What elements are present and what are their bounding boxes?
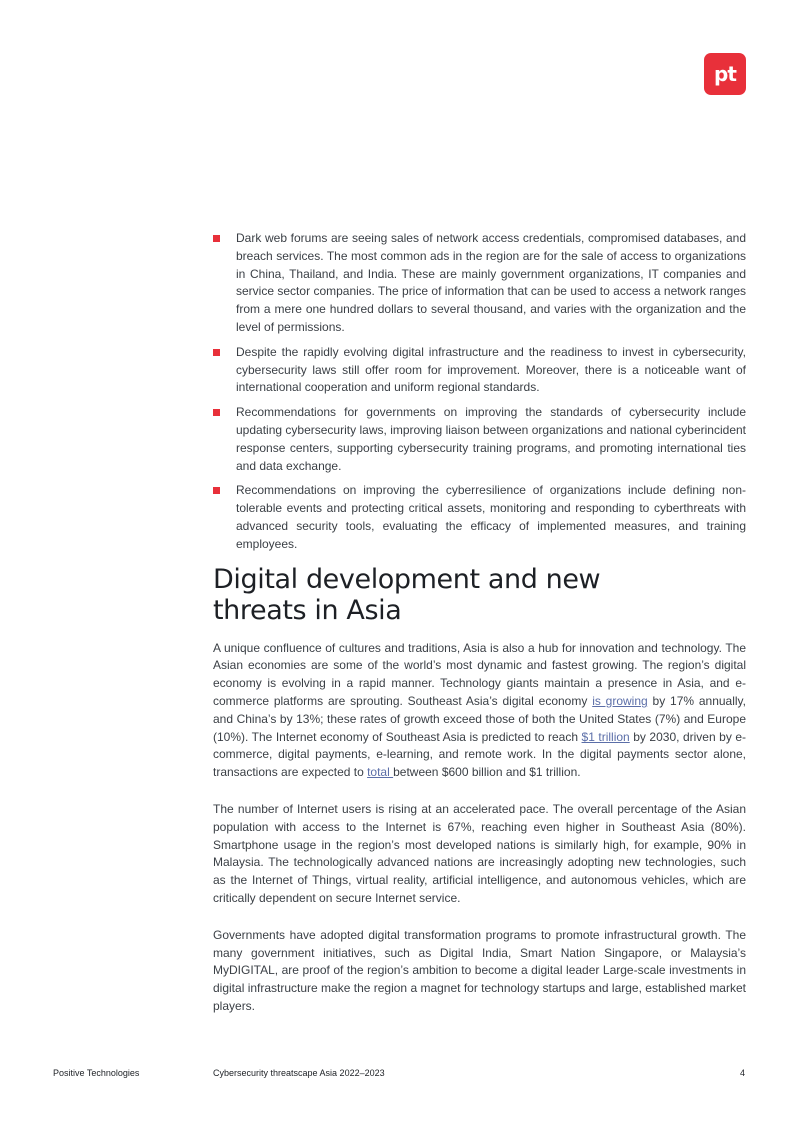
- paragraph-government-programs: Governments have adopted digital transformation programs to promote infrastructural growth. The many government initiatives, such as Digital India, Smart Nation Singapore, or Malaysia’s MyDIGITAL, are proof of the region’s ambition to become a digital leader Large-scale investments in digital infrastructure make the region a magnet for technology startups and large, established market players.: [213, 927, 746, 1013]
- paragraph-internet-users: The number of Internet users is rising at an accelerated pace. The overall percentage of the Asian population with access to the Internet is 67%, reaching even higher in Southeast Asia (80%). Smartphone usage in the region’s most developed nations is similarly high, for example, 90% in Malaysia. The technologically advanced nations are increasingly adopting new technologies, such as the Internet of Things, virtual reality, artificial intelligence, and autonomous vehicles, which are critically dependent on secure Internet service.: [213, 801, 746, 905]
- list-item: [213, 230, 746, 337]
- paragraph-digital-economy: [213, 640, 746, 782]
- bullet-text: Despite the rapidly evolving digital infrastructure and the readiness to invest in cybersecurity, cybersecurity laws still offer room for improvement. Moreover, there is a noticeable want of international cooperation and uniform regional standards.: [236, 344, 746, 395]
- footer-document-title: Cybersecurity threatscape Asia 2022–2023: [213, 1068, 385, 1078]
- pt-logo: pt: [704, 53, 746, 95]
- paragraph-text: A unique confluence of cultures and traditions, Asia is also a hub for innovation and technology. The Asian economies are some of the world’s most dynamic and fastest growing. The region’s digital economy is evolving in a rapid manner. Technology giants maintain a presence in Asia, and e-commerce platforms are sprouting. Southeast Asia’s digital economy: [213, 640, 746, 708]
- bullet-square-icon: [213, 235, 220, 242]
- link-1-trillion[interactable]: $1 trillion: [581, 729, 630, 744]
- bullet-square-icon: [213, 487, 220, 494]
- footer-page-number: 4: [740, 1068, 746, 1078]
- bullet-square-icon: [213, 349, 220, 356]
- page-content: [213, 230, 746, 1035]
- bullet-list: [213, 230, 746, 554]
- link-is-growing[interactable]: is growing: [592, 693, 648, 708]
- paragraph-text: by 2030, driven by e-commerce, digital payments, e-learning, and remote work. In the digital payments sector alone, transactions are expected to: [213, 729, 746, 780]
- link-total[interactable]: total: [367, 765, 394, 780]
- bullet-text: Dark web forums are seeing sales of network access credentials, compromised databases, and breach services. The most common ads in the region are for the sale of access to organizations in China, Thailand, and India. These are mainly government organizations, IT companies and service sector companies. The price of information that can be used to access a network ranges from a mere one hundred dollars to several thousand, and varies with the organization and the level of permissions.: [236, 231, 746, 334]
- list-item: [213, 344, 746, 397]
- footer-company: Positive Technologies: [53, 1068, 140, 1078]
- bullet-text: Recommendations on improving the cyberresilience of organizations include defining non-tolerable events and protecting critical assets, monitoring and responding to cyberthreats with advanced security tools, evaluating the efficacy of implemented measures, and training employees.: [236, 483, 746, 551]
- section-heading: Digital development and new threats in Asia: [213, 563, 601, 626]
- list-item: [213, 482, 746, 553]
- paragraph-text: between $600 billion and $1 trillion.: [393, 765, 581, 780]
- bullet-square-icon: [213, 409, 220, 416]
- bullet-text: Recommendations for governments on improving the standards of cybersecurity include updating cybersecurity laws, improving liaison between organizations and national cyberincident response centers, supporting cybersecurity training programs, and promoting international ties and data exchange.: [236, 405, 746, 473]
- paragraph-text: by 17% annually, and China’s by 13%; these rates of growth exceed those of both the United States (7%) and Europe (10%). The Internet economy of Southeast Asia is predicted to reach: [213, 693, 746, 744]
- list-item: [213, 404, 746, 475]
